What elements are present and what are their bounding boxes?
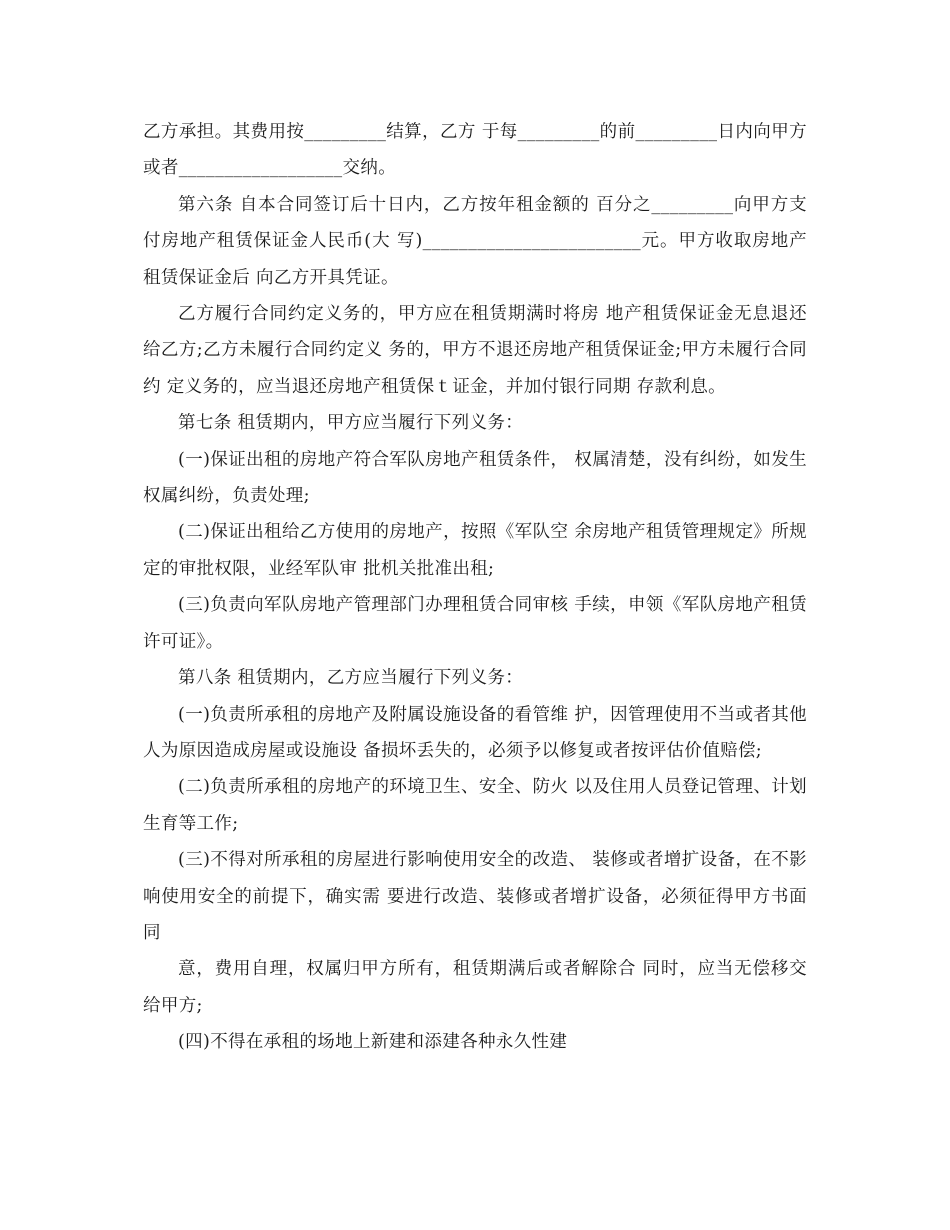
paragraph-article-8-item-1: (一)负责所承租的房地产及附属设施设备的看管维 护，因管理使用不当或者其他人为原因造成房屋或设施设 备损坏丢失的，必须予以修复或者按评估价值赔偿; — [143, 704, 807, 761]
paragraph-article-8-item-4: (四)不得在承租的场地上新建和添建各种永久性建 — [178, 1032, 568, 1053]
paragraph-deposit-refund: 乙方履行合同约定义务的，甲方应在租赁期满时将房 地产租赁保证金无息退还给乙方;乙方未履行合同约定义 务的，甲方不退还房地产租赁保证金;甲方未履行合同约 定义务的，应当退还房地产租赁保ｔ证金，并加付银行同期 存款利息。 — [143, 304, 807, 397]
paragraph-article-6-deposit: 第六条 自本合同签订后十日内，乙方按年租金额的 百分之_________向甲方支付房地产租赁保证金人民币(大 写)________________________元。甲方收取房地产租赁保证金后 向乙方开具凭证。 — [143, 194, 807, 288]
paragraph-article-8-item-2: (二)负责所承租的房地产的环境卫生、安全、防火 以及住用人员登记管理、计划生育等工作; — [143, 777, 807, 834]
paragraph-article-7-item-2: (二)保证出租给乙方使用的房地产，按照《军队空 余房地产租赁管理规定》所规定的审批权限，业经军队审 批机关批准出租; — [143, 522, 807, 579]
paragraph-article-8-item-3-continued: 意，费用自理，权属归甲方所有，租赁期满后或者解除合 同时，应当无偿移交给甲方; — [143, 959, 807, 1016]
paragraph-article-8-item-3: (三)不得对所承租的房屋进行影响使用安全的改造、 装修或者增扩设备，在不影响使用安全的前提下，确实需 要进行改造、装修或者增扩设备，必须征得甲方书面同 — [143, 850, 807, 943]
document-body — [143, 114, 807, 1061]
paragraph-article-7-item-1: (一)保证出租的房地产符合军队房地产租赁条件， 权属清楚，没有纠纷，如发生权属纠纷，负责处理; — [143, 449, 807, 507]
paragraph-fee-settlement: 乙方承担。其费用按_________结算，乙方 于每_________的前_________日内向甲方或者__________________交纳。 — [143, 122, 807, 179]
paragraph-article-8-heading: 第八条 租赁期内，乙方应当履行下列义务： — [178, 668, 524, 689]
paragraph-article-7-heading: 第七条 租赁期内，甲方应当履行下列义务： — [178, 413, 524, 434]
paragraph-article-7-item-3: (三)负责向军队房地产管理部门办理租赁合同审核 手续，申领《军队房地产租赁许可证》。 — [143, 595, 807, 652]
